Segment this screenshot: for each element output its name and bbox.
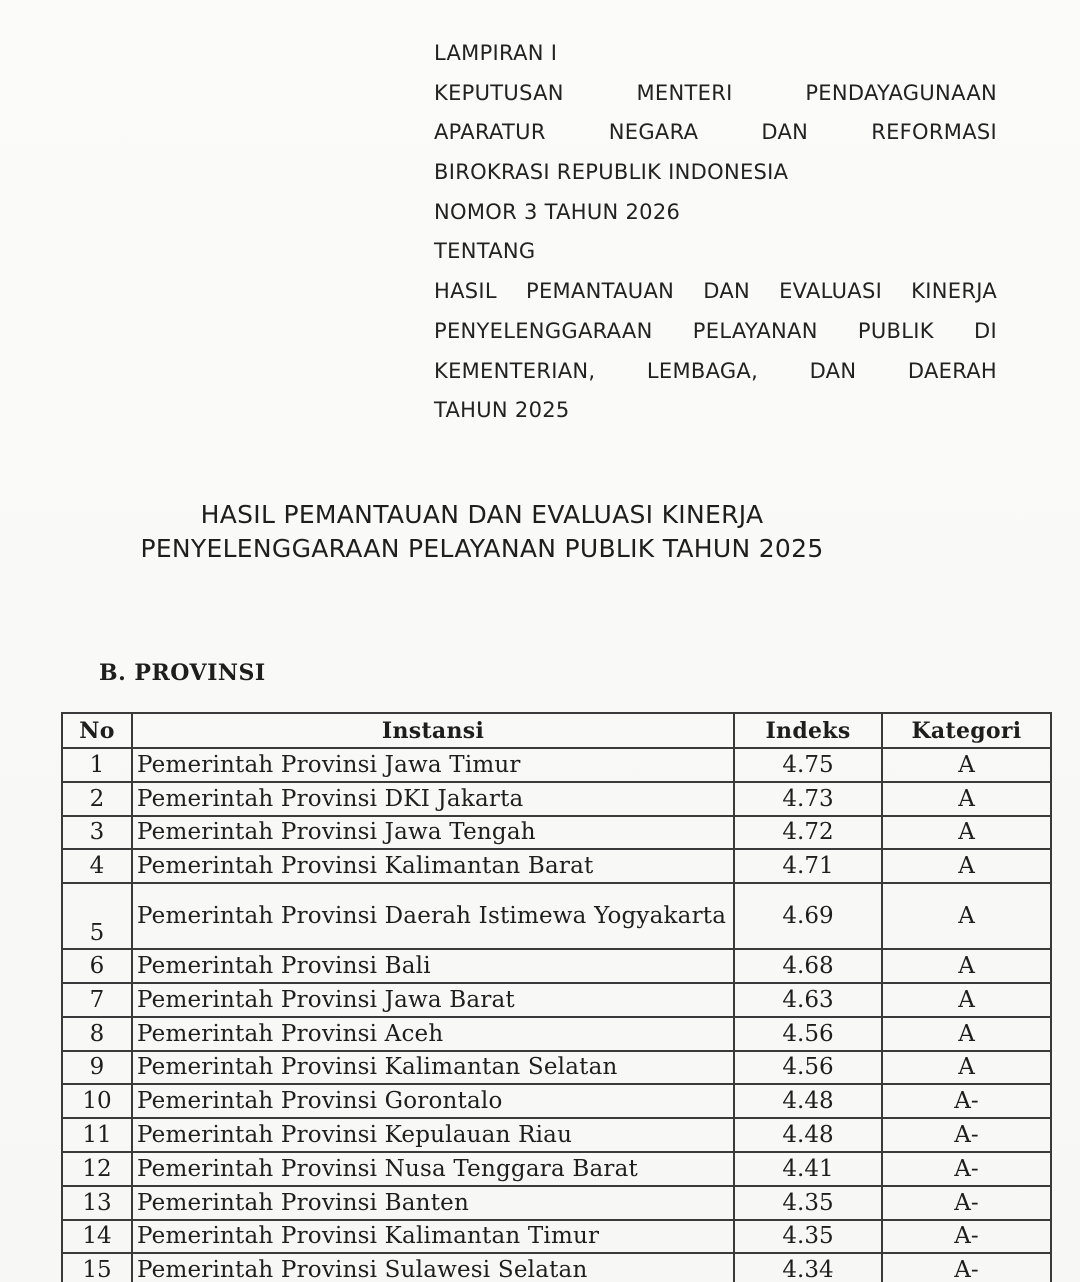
table-row (62, 883, 1051, 949)
table-row (62, 748, 1051, 782)
column-header-instansi: Instansi (132, 713, 734, 748)
cell-instansi: Pemerintah Provinsi Aceh (132, 1017, 734, 1051)
lampiran-line: LAMPIRAN I (434, 41, 558, 65)
lampiran-line: BIROKRASI REPUBLIK INDONESIA (434, 160, 789, 185)
cell-kategori: A- (882, 1220, 1051, 1254)
lampiran-line: NOMOR 3 TAHUN 2026 (434, 199, 681, 224)
cell-instansi: Pemerintah Provinsi Kepulauan Riau (132, 1118, 734, 1152)
table-row (62, 1186, 1051, 1220)
cell-instansi: Pemerintah Provinsi Jawa Barat (132, 983, 734, 1017)
cell-instansi: Pemerintah Provinsi Kalimantan Timur (132, 1220, 734, 1254)
column-header-kategori: Kategori (882, 713, 1051, 748)
lampiran-line: TENTANG (434, 239, 536, 264)
table-row (62, 1084, 1051, 1118)
cell-kategori: A (882, 782, 1051, 816)
table-row (62, 816, 1051, 850)
cell-no: 4 (62, 849, 132, 883)
cell-kategori: A (882, 1051, 1051, 1085)
table-row (62, 849, 1051, 883)
table-row (62, 983, 1051, 1017)
lampiran-line: TAHUN 2025 (434, 398, 570, 423)
table-row (62, 1017, 1051, 1051)
table-header-row (62, 713, 1051, 748)
cell-kategori: A (882, 849, 1051, 883)
cell-indeks: 4.63 (734, 983, 882, 1017)
cell-no: 6 (62, 949, 132, 983)
cell-indeks: 4.72 (734, 816, 882, 850)
cell-instansi: Pemerintah Provinsi Nusa Tenggara Barat (132, 1152, 734, 1186)
cell-indeks: 4.35 (734, 1186, 882, 1220)
cell-no: 15 (62, 1253, 132, 1282)
document-title-line: HASIL PEMANTAUAN DAN EVALUASI KINERJA (200, 500, 764, 529)
lampiran-line: APARATUR NEGARA DAN REFORMASI (434, 120, 997, 145)
lampiran-line: PENYELENGGARAAN PELAYANAN PUBLIK DI (434, 318, 997, 343)
cell-indeks: 4.41 (734, 1152, 882, 1186)
cell-instansi: Pemerintah Provinsi Banten (132, 1186, 734, 1220)
cell-kategori: A (882, 816, 1051, 850)
cell-no: 3 (62, 816, 132, 850)
cell-indeks: 4.69 (734, 883, 882, 949)
table-row (62, 1118, 1051, 1152)
table-row (62, 1152, 1051, 1186)
lampiran-header (434, 38, 997, 435)
cell-instansi: Pemerintah Provinsi Kalimantan Barat (132, 849, 734, 883)
results-table-wrapper (61, 712, 1050, 1282)
cell-indeks: 4.48 (734, 1118, 882, 1152)
cell-indeks: 4.56 (734, 1017, 882, 1051)
results-table (61, 712, 1052, 1282)
cell-no: 1 (62, 748, 132, 782)
cell-no: 10 (62, 1084, 132, 1118)
document-title (0, 498, 964, 566)
cell-indeks: 4.48 (734, 1084, 882, 1118)
section-heading: B. PROVINSI (99, 660, 266, 686)
document-title-line: PENYELENGGARAAN PELAYANAN PUBLIK TAHUN 2025 (140, 534, 824, 563)
cell-no: 12 (62, 1152, 132, 1186)
cell-no: 7 (62, 983, 132, 1017)
cell-indeks: 4.68 (734, 949, 882, 983)
cell-kategori: A- (882, 1186, 1051, 1220)
cell-indeks: 4.73 (734, 782, 882, 816)
cell-kategori: A- (882, 1084, 1051, 1118)
cell-kategori: A (882, 883, 1051, 949)
cell-instansi: Pemerintah Provinsi Bali (132, 949, 734, 983)
cell-indeks: 4.34 (734, 1253, 882, 1282)
cell-indeks: 4.71 (734, 849, 882, 883)
cell-kategori: A (882, 748, 1051, 782)
column-header-no: No (62, 713, 132, 748)
cell-no: 8 (62, 1017, 132, 1051)
table-row (62, 949, 1051, 983)
column-header-indeks: Indeks (734, 713, 882, 748)
cell-kategori: A (882, 983, 1051, 1017)
cell-no: 9 (62, 1051, 132, 1085)
cell-indeks: 4.35 (734, 1220, 882, 1254)
cell-no: 5 (62, 883, 132, 949)
cell-no: 11 (62, 1118, 132, 1152)
cell-kategori: A (882, 949, 1051, 983)
cell-indeks: 4.56 (734, 1051, 882, 1085)
cell-no: 14 (62, 1220, 132, 1254)
cell-instansi: Pemerintah Provinsi Jawa Timur (132, 748, 734, 782)
table-body (62, 748, 1051, 1282)
cell-instansi: Pemerintah Provinsi Jawa Tengah (132, 816, 734, 850)
cell-instansi: Pemerintah Provinsi Daerah Istimewa Yogyakarta (132, 883, 734, 949)
cell-kategori: A- (882, 1118, 1051, 1152)
lampiran-line: KEPUTUSAN MENTERI PENDAYAGUNAAN (434, 80, 997, 105)
cell-no: 2 (62, 782, 132, 816)
cell-kategori: A- (882, 1253, 1051, 1282)
cell-no: 13 (62, 1186, 132, 1220)
lampiran-line: KEMENTERIAN, LEMBAGA, DAN DAERAH (434, 358, 997, 383)
table-row (62, 1253, 1051, 1282)
lampiran-line: HASIL PEMANTAUAN DAN EVALUASI KINERJA (434, 279, 997, 304)
cell-instansi: Pemerintah Provinsi Kalimantan Selatan (132, 1051, 734, 1085)
cell-kategori: A- (882, 1152, 1051, 1186)
table-row (62, 1051, 1051, 1085)
cell-instansi: Pemerintah Provinsi DKI Jakarta (132, 782, 734, 816)
cell-instansi: Pemerintah Provinsi Sulawesi Selatan (132, 1253, 734, 1282)
table-row (62, 1220, 1051, 1254)
table-row (62, 782, 1051, 816)
cell-kategori: A (882, 1017, 1051, 1051)
cell-instansi: Pemerintah Provinsi Gorontalo (132, 1084, 734, 1118)
cell-indeks: 4.75 (734, 748, 882, 782)
